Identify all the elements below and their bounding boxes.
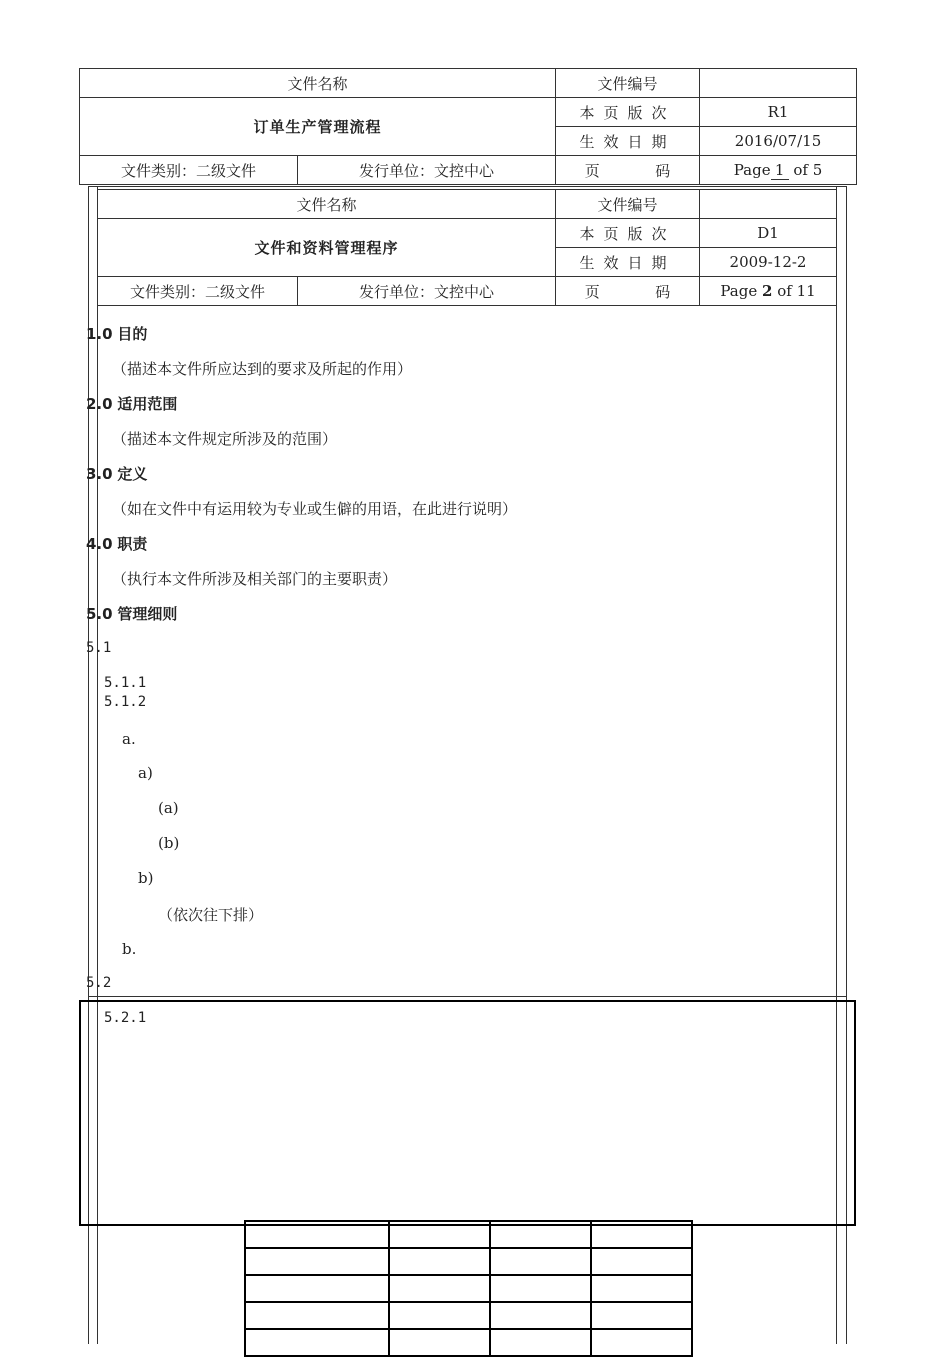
- section-4-number: 4.0: [86, 535, 113, 553]
- table-row: [245, 1275, 692, 1302]
- table-row: [245, 1302, 692, 1329]
- section-1-desc: （描述本文件所应达到的要求及所起的作用）: [112, 360, 413, 378]
- clause-5-1-1: 5.1.1: [104, 675, 147, 691]
- thick-frame-box: [79, 1000, 856, 1226]
- item-a-a-a: (a): [158, 799, 179, 817]
- inner-header-table: [97, 189, 837, 306]
- section-1-number: 1.0: [86, 325, 113, 343]
- item-a-a-b: (b): [158, 834, 180, 852]
- table-row: [245, 1248, 692, 1275]
- inner-page-label-b: 码: [655, 282, 671, 301]
- outer-file-no-value: [700, 69, 857, 98]
- outer-page-suffix: of 5: [793, 160, 823, 179]
- inner-document-title: 文件和资料管理程序: [98, 219, 556, 277]
- clause-5-2-1: 5.2.1: [104, 1010, 147, 1026]
- outer-file-name-label: 文件名称: [80, 69, 556, 98]
- outer-page-label-b: 码: [655, 161, 671, 180]
- bottom-empty-table: [244, 1220, 693, 1357]
- inner-version-label: 本页版次: [556, 219, 700, 248]
- outer-page-prefix: Page: [733, 160, 771, 179]
- outer-version-label: 本页版次: [556, 98, 700, 127]
- outer-page-label-a: 页: [584, 161, 600, 180]
- inner-effective-value: 2009-12-2: [700, 248, 837, 277]
- section-5-title: 管理细则: [117, 605, 178, 623]
- outer-effective-label: 生效日期: [556, 127, 700, 156]
- section-3-title: 定义: [117, 465, 148, 483]
- inner-version-value: D1: [700, 219, 837, 248]
- inner-issuer: 发行单位：文控中心: [298, 277, 556, 306]
- clause-5-2: 5.2: [86, 975, 112, 991]
- clause-5-1-2: 5.1.2: [104, 694, 147, 710]
- item-a: a.: [122, 730, 136, 748]
- inner-page-label: [556, 277, 700, 306]
- section-4-heading: [86, 533, 147, 554]
- outer-page-current: 1: [771, 161, 789, 180]
- outer-issuer: 发行单位：文控中心: [298, 156, 556, 185]
- inner-effective-label: 生效日期: [556, 248, 700, 277]
- section-2-heading: [86, 393, 177, 414]
- section-3-heading: [86, 463, 147, 484]
- item-a-b: b): [138, 869, 154, 887]
- section-3-number: 3.0: [86, 465, 113, 483]
- inner-file-no-value: [700, 190, 837, 219]
- table-row: [245, 1221, 692, 1248]
- table-row: [245, 1329, 692, 1356]
- inner-page-value: [700, 277, 837, 306]
- section-3-desc: （如在文件中有运用较为专业或生僻的用语，在此进行说明）: [112, 500, 518, 518]
- outer-version-value: R1: [700, 98, 857, 127]
- inner-border-top: [88, 186, 846, 187]
- inner-page-suffix: of 11: [777, 282, 816, 300]
- outer-file-no-label: 文件编号: [556, 69, 700, 98]
- inner-page-label-a: 页: [584, 282, 600, 301]
- section-2-title: 适用范围: [117, 395, 178, 413]
- outer-document-title: 订单生产管理流程: [80, 98, 556, 156]
- section-2-desc: （描述本文件规定所涉及的范围）: [112, 430, 338, 448]
- inner-page-prefix: Page: [720, 282, 758, 300]
- section-4-title: 职责: [117, 535, 148, 553]
- item-b: b.: [122, 940, 137, 958]
- section-1-title: 目的: [117, 325, 148, 343]
- inner-file-name-label: 文件名称: [98, 190, 556, 219]
- outer-category: 文件类别：二级文件: [80, 156, 298, 185]
- clause-5-1: 5.1: [86, 640, 112, 656]
- section-4-desc: （执行本文件所涉及相关部门的主要职责）: [112, 570, 398, 588]
- inner-file-no-label: 文件编号: [556, 190, 700, 219]
- section-5-number: 5.0: [86, 605, 113, 623]
- outer-header-table: [79, 68, 857, 185]
- item-a-a: a): [138, 764, 153, 782]
- item-continue-note: （依次往下排）: [158, 906, 264, 924]
- section-5-heading: [86, 603, 177, 624]
- outer-effective-value: 2016/07/15: [700, 127, 857, 156]
- section-2-number: 2.0: [86, 395, 113, 413]
- outer-page-value: [700, 156, 857, 185]
- outer-page-label: [556, 156, 700, 185]
- inner-category: 文件类别：二级文件: [98, 277, 298, 306]
- section-1-heading: [86, 323, 147, 344]
- inner-page-current: 2: [762, 282, 773, 300]
- inner-content-bottom: [88, 996, 846, 997]
